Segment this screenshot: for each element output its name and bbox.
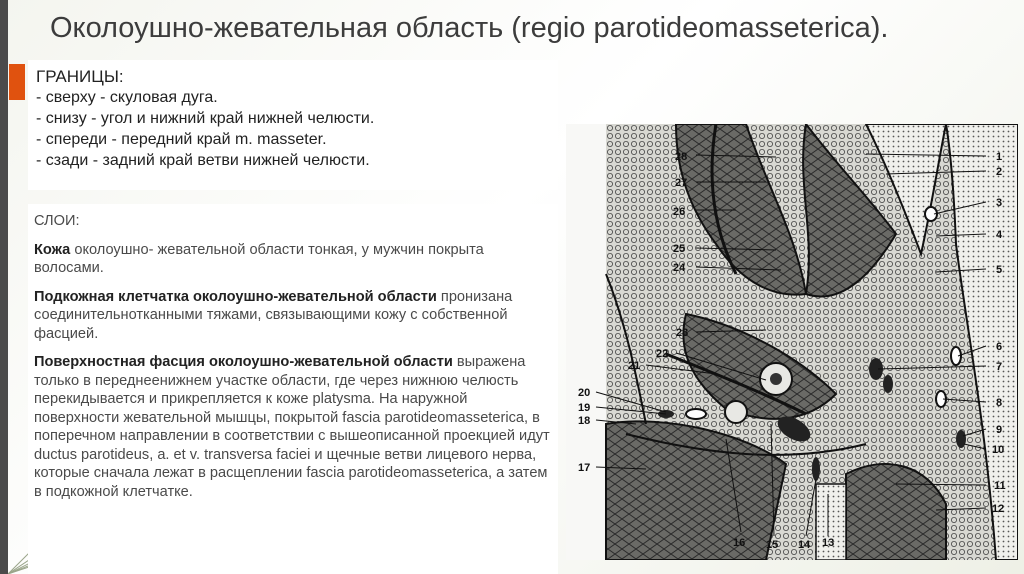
figure-label-27: 27 xyxy=(675,177,688,189)
figure-label-12: 12 xyxy=(992,503,1005,515)
figure-label-20: 20 xyxy=(578,387,591,399)
layer-fascia-title: Поверхностная фасция околоушно-жевательной области xyxy=(34,354,453,370)
figure-label-18: 18 xyxy=(578,415,591,427)
figure-label-19: 19 xyxy=(578,402,591,414)
figure-label-7: 7 xyxy=(996,361,1003,373)
anatomy-cross-section-drawing xyxy=(566,124,1018,560)
figure-label-23: 23 xyxy=(676,327,689,339)
figure-label-11: 11 xyxy=(994,480,1006,492)
layers-textbox xyxy=(28,204,558,574)
figure-label-4: 4 xyxy=(996,229,1003,241)
figure-label-5: 5 xyxy=(996,264,1003,276)
border-item-bottom: - снизу - угол и нижний край нижней челюсти. xyxy=(36,110,375,127)
border-item-back: - сзади - задний край ветви нижней челюсти. xyxy=(36,152,370,169)
borders-heading: ГРАНИЦЫ: xyxy=(36,67,124,86)
layer-subcutaneous-text: пронизана соединительнотканными тяжами, связывающими кожу с собственной фасцией. xyxy=(34,288,513,342)
figure-label-21: 21 xyxy=(628,360,641,372)
figure-label-17: 17 xyxy=(578,462,591,474)
figure-label-22: 22 xyxy=(656,348,669,360)
figure-label-24: 24 xyxy=(673,262,686,274)
figure-label-2: 2 xyxy=(996,166,1003,178)
border-item-front: - спереди - передний край m. masseter. xyxy=(36,131,327,148)
figure-label-10: 10 xyxy=(992,444,1005,456)
border-item-top: - сверху - скуловая дуга. xyxy=(36,89,218,106)
figure-label-25: 25 xyxy=(673,243,686,255)
figure-label-1: 1 xyxy=(996,151,1003,163)
borders-textbox xyxy=(28,60,558,190)
orange-accent-marker xyxy=(9,64,25,100)
layers-heading: СЛОИ: xyxy=(34,213,80,229)
figure-label-6: 6 xyxy=(996,341,1003,353)
figure-label-13: 13 xyxy=(822,537,835,549)
layer-subcutaneous xyxy=(34,288,552,344)
layer-fascia xyxy=(34,353,552,501)
figure-label-26: 26 xyxy=(673,206,686,218)
layer-subcutaneous-title: Подкожная клетчатка околоушно-жевательной области xyxy=(34,288,437,305)
slide-title: Околоушно-жевательная область (regio parotideomasseterica). xyxy=(50,12,889,44)
figure-label-3: 3 xyxy=(996,197,1003,209)
layer-skin-title: Кожа xyxy=(34,241,71,258)
figure-label-9: 9 xyxy=(996,424,1003,436)
figure-label-15: 15 xyxy=(766,539,779,551)
layer-fascia-text: выражена только в переднеенижнем участке области, где через нижнюю челюсть перекидывается и прикрепляется к коже platysma. На наружной поверхности жевательной мышцы, покрытой fascia parotideomasseterica, в поперечном направлении в соответствии с вышеописанной проекцией идут ductus parotideus, a. et v. transversa faciei и щечные ветви лицевого нерва, которые сначала лежат в расщеплении fascia parotideomasseterica, а затем в подкожной клетчатке. xyxy=(34,354,550,500)
figure-label-14: 14 xyxy=(798,539,811,551)
figure-label-16: 16 xyxy=(733,537,746,549)
layer-skin xyxy=(34,241,552,278)
left-decor-bar xyxy=(0,0,8,574)
anatomy-figure xyxy=(566,124,1018,560)
figure-label-8: 8 xyxy=(996,397,1003,409)
layer-skin-text: околоушно- жевательной области тонкая, у мужчин покрыта волосами. xyxy=(34,241,484,276)
figure-label-28: 28 xyxy=(675,151,688,163)
